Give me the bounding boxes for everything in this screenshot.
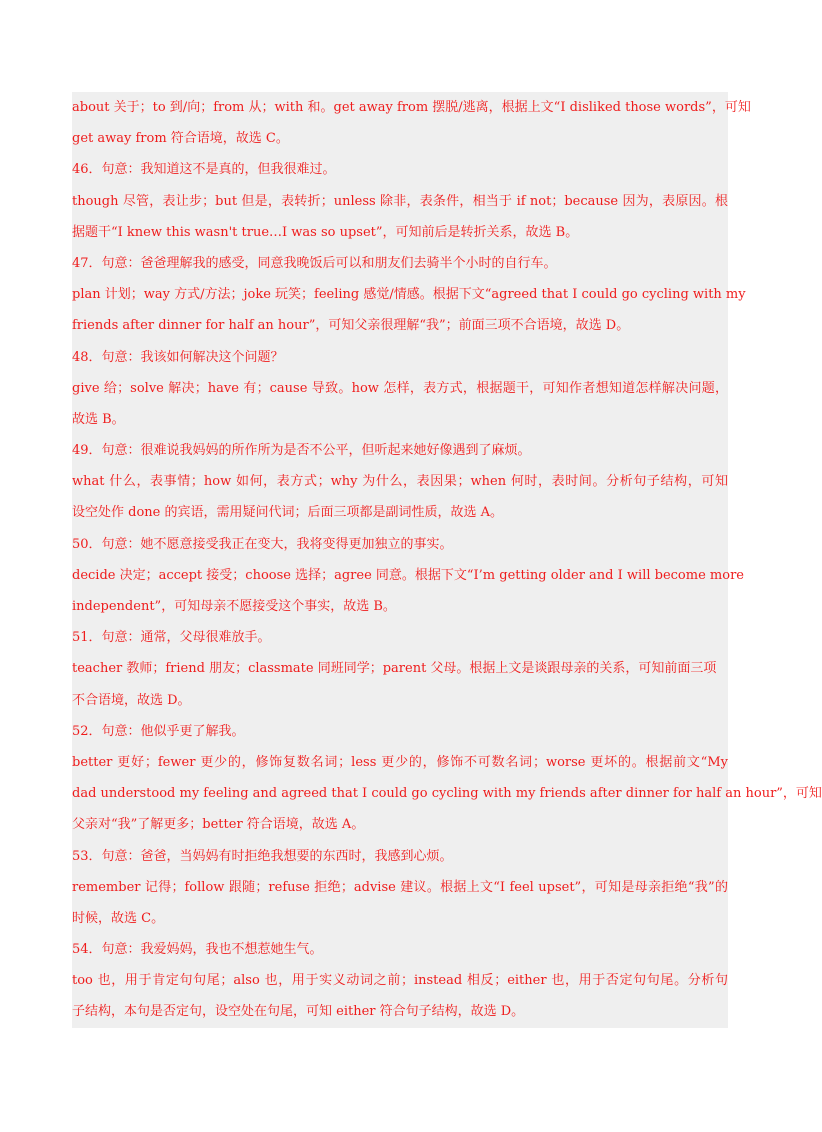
text-line: 54．句意：我爱妈妈，我也不想惹她生气。 bbox=[72, 942, 323, 958]
text-line: 不合语境，故选 D。 bbox=[72, 692, 191, 708]
text-line: 父亲对“我”了解更多；better 符合语境，故选 A。 bbox=[72, 817, 365, 833]
answer-explanation-text bbox=[72, 92, 822, 1028]
text-line: plan 计划；way 方式/方法；joke 玩笑；feeling 感觉/情感。根据下文“agreed that I could go cycling with my bbox=[72, 287, 746, 303]
text-line: 51．句意：通常，父母很难放手。 bbox=[72, 630, 271, 646]
text-line: decide 决定；accept 接受；choose 选择；agree 同意。根据下文“I’m getting older and I will become more bbox=[72, 567, 744, 583]
text-line: 49．句意：很难说我妈妈的所作所为是否不公平，但听起来她好像遇到了麻烦。 bbox=[72, 443, 531, 459]
text-line: remember 记得；follow 跟随；refuse 拒绝；advise 建议。根据上文“I feel upset”，可知是母亲拒绝“我”的 bbox=[72, 879, 728, 895]
text-line: 50．句意：她不愿意接受我正在变大，我将变得更加独立的事实。 bbox=[72, 536, 453, 552]
text-line: 设空处作 done 的宾语，需用疑问代词；后面三项都是副词性质，故选 A。 bbox=[72, 505, 503, 521]
text-line: about 关于；to 到/向；from 从；with 和。get away from 摆脱/逃离，根据上文“I disliked those words”，可知 bbox=[72, 100, 751, 115]
text-line: 据题干“I knew this wasn't true…I was so upset”，可知前后是转折关系，故选 B。 bbox=[72, 224, 579, 240]
text-line: 52．句意：他似乎更了解我。 bbox=[72, 723, 245, 739]
text-line: independent”，可知母亲不愿接受这个事实，故选 B。 bbox=[72, 599, 396, 614]
text-line: better 更好；fewer 更少的，修饰复数名词；less 更少的，修饰不可数名词；worse 更坏的。根据前文“My bbox=[72, 754, 728, 770]
text-line: what 什么，表事情；how 如何，表方式；why 为什么，表因果；when 何时，表时间。分析句子结构，可知 bbox=[72, 474, 728, 490]
text-line: 46．句意：我知道这不是真的，但我很难过。 bbox=[72, 162, 336, 178]
text-line: though 尽管，表让步；but 但是，表转折；unless 除非，表条件，相当于 if not；because 因为，表原因。根 bbox=[72, 193, 728, 209]
text-line: teacher 教师；friend 朋友；classmate 同班同学；parent 父母。根据上文是谈跟母亲的关系，可知前面三项 bbox=[72, 661, 717, 677]
text-line: 53．句意：爸爸，当妈妈有时拒绝我想要的东西时，我感到心烦。 bbox=[72, 848, 453, 864]
text-line: get away from 符合语境，故选 C。 bbox=[72, 131, 289, 147]
text-line: 47．句意：爸爸理解我的感受，同意我晚饭后可以和朋友们去骑半个小时的自行车。 bbox=[72, 255, 557, 271]
text-line: friends after dinner for half an hour”，可知父亲很理解“我”；前面三项不合语境，故选 D。 bbox=[72, 318, 630, 334]
text-line: 故选 B。 bbox=[72, 411, 125, 427]
text-line: 子结构，本句是否定句，设空处在句尾，可知 either 符合句子结构，故选 D。 bbox=[72, 1004, 525, 1020]
text-line: dad understood my feeling and agreed that I could go cycling with my friends after dinner for half an hour”，可知 bbox=[72, 786, 822, 802]
text-line: give 给；solve 解决；have 有；cause 导致。how 怎样，表方式，根据题干，可知作者想知道怎样解决问题， bbox=[72, 380, 728, 396]
text-line: 时候，故选 C。 bbox=[72, 910, 165, 926]
text-line: 48．句意：我该如何解决这个问题？ bbox=[72, 349, 284, 365]
text-line: too 也，用于肯定句句尾；also 也，用于实义动词之前；instead 相反；either 也，用于否定句句尾。分析句 bbox=[72, 973, 728, 989]
